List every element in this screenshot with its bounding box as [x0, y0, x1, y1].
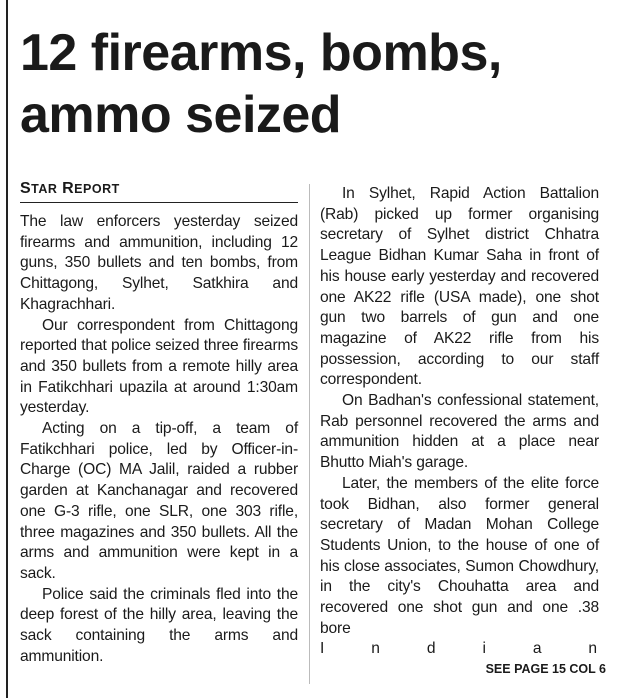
column-divider — [309, 184, 310, 684]
byline — [20, 180, 298, 203]
byline-text: STAR REPORT — [20, 180, 120, 197]
headline-line-1: 12 firearms, bombs, — [20, 24, 502, 82]
letter: a — [532, 640, 542, 658]
paragraph: On Badhan's confessional statement, Rab personnel recovered the arms and ammunition hidden at a place near Bhutto Miah's garage. — [320, 392, 599, 472]
continued-word — [320, 639, 599, 660]
letter: I — [320, 640, 325, 658]
paragraph: Police said the criminals fled into the deep forest of the hilly area, leaving the sack containing the arms and ammunition. — [20, 585, 298, 665]
jump-line[interactable]: SEE PAGE 15 COL 6 — [485, 662, 606, 676]
left-column-rule — [6, 0, 8, 698]
letter: n — [588, 640, 597, 658]
paragraph: The law enforcers yesterday seized firearms and ammunition, including 12 guns, 350 bullets and ten bombs, from Chittagong, Sylhet, Satkhira and Khagrachhari. — [20, 213, 298, 313]
headline — [20, 22, 620, 146]
paragraph: In Sylhet, Rapid Action Battalion (Rab) picked up former organising secretary of Sylhet district Chhatra League Bidhan Kumar Saha in front of his house early yesterday and recovered one AK22 rifle (USA made), one shot gun two barrels of gun and one magazine of AK22 rifle from his possession, according to our staff correspondent. — [320, 185, 599, 389]
letter: d — [426, 640, 436, 658]
article-column-right — [320, 184, 599, 660]
paragraph: Acting on a tip-off, a team of Fatikchhari police, led by Officer-in-Charge (OC) MA Jalil, raided a rubber garden at Kanchanagar and recovered one G-3 rifle, one SLR, one 303 rifle, three magazines and 350 bullets. All the arms and ammunition were kept in a sack. — [20, 420, 298, 582]
letter: n — [371, 640, 380, 658]
article-column-left — [20, 212, 298, 667]
paragraph: Later, the members of the elite force took Bidhan, also former general secretary of Madan Mohan College Students Union, to the house of one of his close associates, Sumon Chowdhury, in the city's Chouhatta area and recovered one shot gun and one .38 bore — [320, 474, 599, 637]
paragraph: Our correspondent from Chittagong reported that police seized three firearms and 350 bullets from a remote hilly area in Fatikchhari upazila at around 1:30am yesterday. — [20, 316, 298, 417]
letter: i — [482, 640, 486, 658]
headline-line-2: ammo seized — [20, 86, 342, 144]
